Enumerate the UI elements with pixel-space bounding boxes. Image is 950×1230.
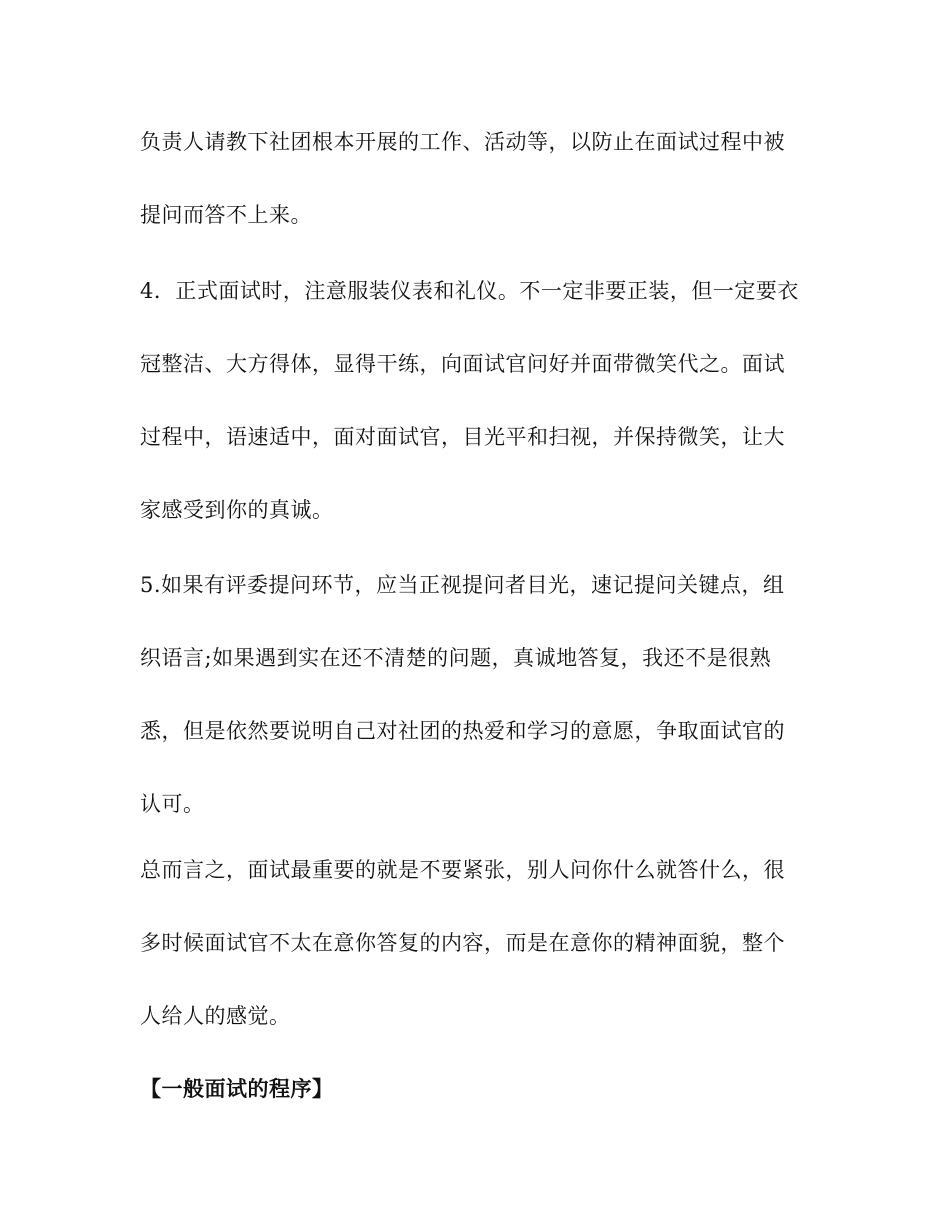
text-line: 织语言;如果遇到实在还不清楚的问题，真诚地答复，我还不是很熟: [140, 646, 772, 670]
text-line: 认可。: [140, 792, 205, 816]
text-line: 家感受到你的真诚。: [140, 498, 334, 522]
section-heading: 【一般面试的程序】: [140, 1076, 334, 1101]
text-line: 人给人的感觉。: [140, 1004, 291, 1028]
text-line: 4．正式面试时，注意服装仪表和礼仪。不一定非要正装，但一定要衣: [140, 279, 799, 303]
text-line: 提问而答不上来。: [140, 203, 312, 227]
text-line: 冠整洁、大方得体，显得干练，向面试官问好并面带微笑代之。面试: [140, 352, 785, 376]
text-line: 多时候面试官不太在意你答复的内容，而是在意你的精神面貌，整个: [140, 931, 785, 955]
text-line: 负责人请教下社团根本开展的工作、活动等，以防止在面试过程中被: [140, 130, 785, 154]
text-line: 悉，但是依然要说明自己对社团的热爱和学习的意愿，争取面试官的: [140, 719, 785, 743]
text-line: 过程中，语速适中，面对面试官，目光平和扫视，并保持微笑，让大: [140, 425, 785, 449]
text-line: 5.如果有评委提问环节，应当正视提问者目光，速记提问关键点，组: [140, 573, 785, 597]
text-line: 总而言之，面试最重要的就是不要紧张，别人问你什么就答什么，很: [140, 858, 785, 882]
